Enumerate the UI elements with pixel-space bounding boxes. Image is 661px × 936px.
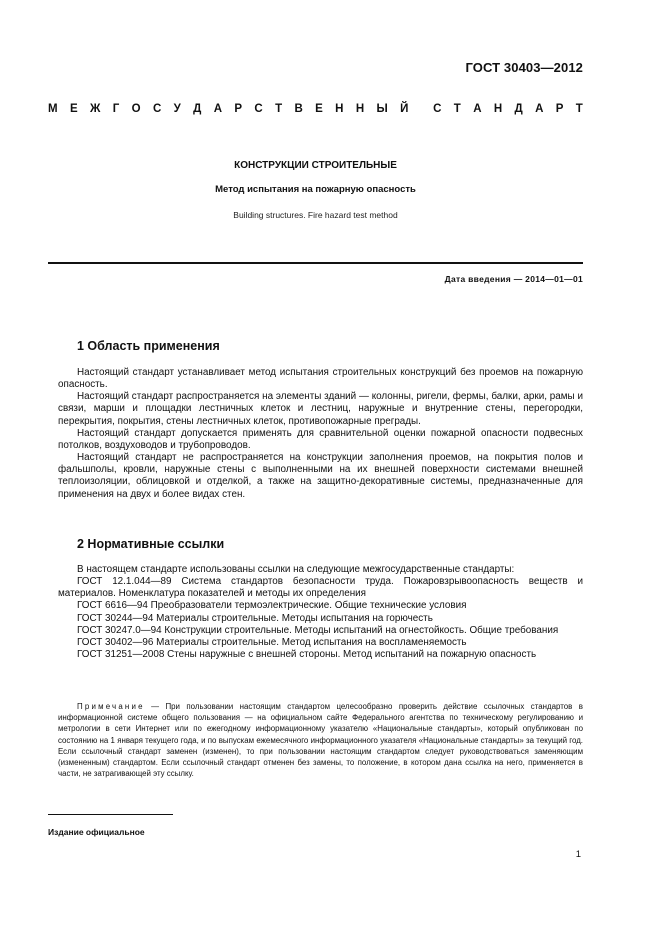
banner-letter: Т <box>453 103 461 115</box>
banner-letter: Т <box>575 103 583 115</box>
banner-letter: Н <box>355 103 365 115</box>
banner-letter: Д <box>193 103 202 115</box>
banner-letter: С <box>254 103 263 115</box>
banner-letter: Е <box>315 103 323 115</box>
paragraph: Настоящий стандарт устанавливает метод испытания строительных конструкций без проемов на пожарную опасность. <box>58 367 583 391</box>
banner-letter: Г <box>112 103 120 115</box>
banner-letter: С <box>152 103 162 115</box>
banner-letter: Ы <box>376 103 388 115</box>
banner-letter: Р <box>555 103 564 115</box>
paragraph: Настоящий стандарт не распространяется на конструкции заполнения проемов, на покрытия полов и фальшполы, кровли, наружные стены с выполненными на их внешней поверхности системами внешней теплоизоляции, облицовкой и отделкой, а также на защитно-декоративные системы, предназначенные для применения на двух и более видах стен. <box>58 452 583 500</box>
section-heading-scope: 1 Область применения <box>77 339 220 353</box>
banner-letter: Р <box>234 103 243 115</box>
intro-date: Дата введения — 2014—01—01 <box>444 274 583 284</box>
paragraph: Настоящий стандарт распространяется на элементы зданий — колонны, ригели, фермы, балки, арки, рамы и связи, марши и площадки лестничных клеток и лестниц, наружные и внутренние стены, перегородки, перекрытия, покрытия, стены лестничных клеток, противопожарные преграды. <box>58 391 583 427</box>
note-label: Примечание <box>77 702 145 711</box>
title-block <box>48 160 583 220</box>
section-body-references <box>58 564 583 661</box>
paragraph: Настоящий стандарт допускается применять для сравнительной оценки пожарной опасности подвесных потолков, воздуховодов и трубопроводов. <box>58 427 583 451</box>
standard-type-banner <box>48 103 583 115</box>
section-heading-references: 2 Нормативные ссылки <box>77 537 225 551</box>
banner-letter: Н <box>335 103 344 115</box>
banner-letter: Т <box>275 103 283 115</box>
banner-letter: Д <box>514 103 523 115</box>
reference-item: ГОСТ 6616—94 Преобразователи термоэлектрические. Общие технические условия <box>77 600 467 612</box>
banner-letter: В <box>294 103 303 115</box>
paragraph: В настоящем стандарте использованы ссылки на следующие межгосударственные стандарты: <box>77 564 515 575</box>
reference-item: ГОСТ 31251—2008 Стены наружные с внешней стороны. Метод испытаний на пожарную опасность <box>77 649 537 661</box>
banner-letter: М <box>48 103 58 115</box>
title-divider <box>48 262 583 264</box>
banner-letter: А <box>213 103 223 115</box>
banner-letter: А <box>473 103 482 115</box>
title-main: КОНСТРУКЦИИ СТРОИТЕЛЬНЫЕ <box>234 160 397 171</box>
banner-letter: С <box>433 103 442 115</box>
banner-letter: У <box>173 103 181 115</box>
footer-divider <box>48 814 173 815</box>
reference-item: ГОСТ 30402—96 Материалы строительные. Метод испытания на воспламеняемость <box>77 636 467 648</box>
banner-letter: Й <box>400 103 409 115</box>
edition-label: Издание официальное <box>48 827 145 837</box>
document-number: ГОСТ 30403—2012 <box>465 60 583 75</box>
banner-letter: О <box>131 103 141 115</box>
banner-letter: Ж <box>89 103 101 115</box>
note-text: — При пользовании настоящим стандартом целесообразно проверить действие ссылочных стандартов в информационной системе общего пользования — на официальном сайте Федерального агентства по техническому регулированию и метрологии в сети Интернет или по ежегодному информационному указателю «Национальные стандарты», который опубликован по состоянию на 1 января текущего года, и по выпускам ежемесячного информационного указателя «Национальные стандарты» за текущий год. Если ссылочный стандарт заменен (изменен), то при пользовании настоящим стандартом следует руководствоваться заменяющим (измененным) стандартом. Если ссылочный стандарт отменен без замены, то положение, в котором дана ссылка на него, применяется в части, не затрагивающей эту ссылку. <box>58 702 583 779</box>
reference-item: ГОСТ 12.1.044—89 Система стандартов безопасности труда. Пожаровзрывоопасность веществ и материалов. Номенклатура показателей и методы их определения <box>58 576 583 600</box>
title-sub: Метод испытания на пожарную опасность <box>215 184 416 195</box>
note <box>58 701 583 779</box>
section-body-scope <box>58 367 583 501</box>
banner-letter: А <box>535 103 544 115</box>
reference-item: ГОСТ 30244—94 Материалы строительные. Методы испытания на горючесть <box>77 612 433 624</box>
banner-letter: Н <box>493 103 503 115</box>
page-number: 1 <box>575 849 581 860</box>
banner-letter: Е <box>69 103 78 115</box>
title-english: Building structures. Fire hazard test method <box>233 210 398 220</box>
reference-item: ГОСТ 30247.0—94 Конструкции строительные. Методы испытаний на огнестойкость. Общие требования <box>77 624 559 636</box>
